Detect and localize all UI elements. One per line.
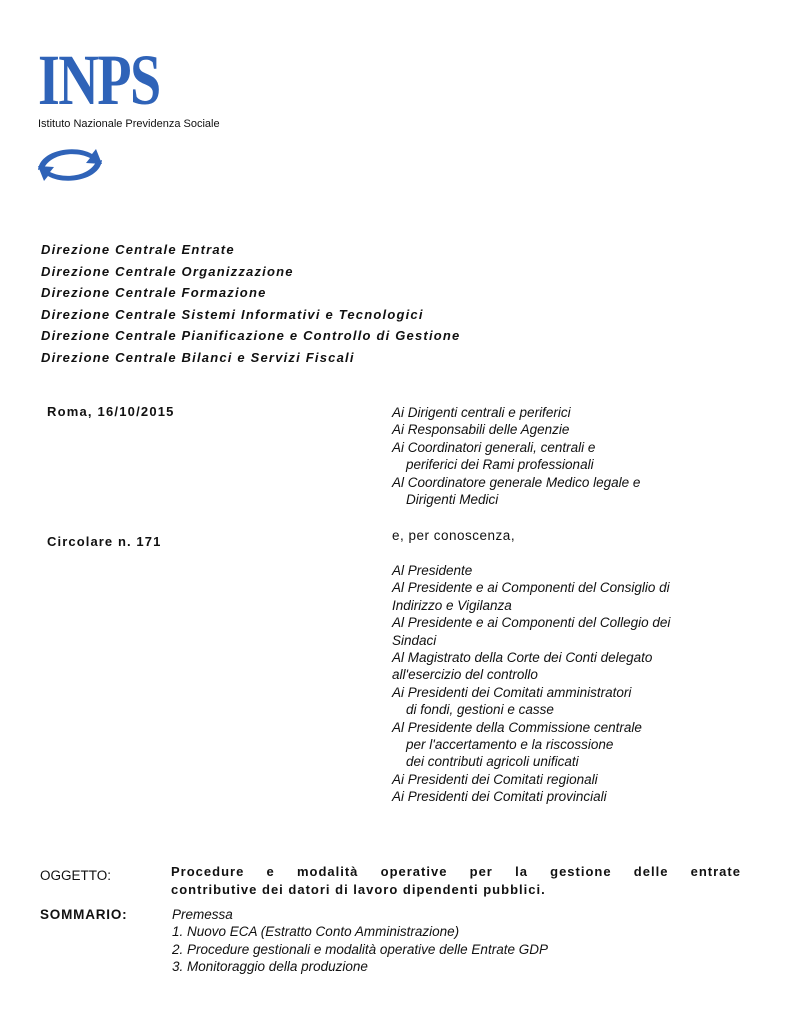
subject-word: per: [469, 864, 493, 879]
recipient-item: Ai Responsabili delle Agenzie: [392, 422, 570, 438]
subject-text: [171, 863, 741, 898]
direction-item: Direzione Centrale Bilanci e Servizi Fiscali: [41, 349, 355, 365]
cc-recipient-item: all'esercizio del controllo: [392, 667, 538, 683]
logo-wordmark: INPS: [38, 40, 160, 120]
cc-recipient-item: Sindaci: [392, 632, 437, 648]
summary-list: [172, 906, 732, 976]
summary-item: Premessa: [172, 907, 233, 922]
recipient-item: periferici dei Rami professionali: [406, 457, 594, 473]
direction-item: Direzione Centrale Formazione: [41, 285, 267, 300]
subject-word: modalità: [296, 864, 359, 879]
circolare-number: Circolare n. 171: [47, 534, 162, 549]
direction-item: Direzione Centrale Pianificazione e Controllo di Gestione: [41, 328, 461, 343]
subject-line-1: [171, 863, 741, 881]
summary-label: SOMMARIO:: [40, 907, 128, 922]
cc-recipient-item: Al Presidente e ai Componenti del Collegio dei: [392, 615, 671, 631]
cc-recipient-item: Al Magistrato della Corte dei Conti delegato: [392, 650, 653, 666]
cc-recipient-item: di fondi, gestioni e casse: [406, 702, 554, 718]
cc-recipient-item: Ai Presidenti dei Comitati amministratori: [392, 684, 632, 700]
cc-recipient-item: Al Presidente della Commissione centrale: [392, 719, 642, 735]
for-knowledge-label: e, per conoscenza,: [392, 528, 516, 543]
recipient-item: Al Coordinatore generale Medico legale e: [392, 474, 641, 490]
recipient-item: Ai Coordinatori generali, centrali e: [392, 439, 596, 455]
subject-label: OGGETTO:: [40, 868, 112, 883]
cc-recipient-item: Indirizzo e Vigilanza: [392, 597, 512, 613]
cc-recipient-item: dei contributi agricoli unificati: [406, 754, 579, 770]
cc-recipient-item: per l'accertamento e la riscossione: [406, 737, 614, 753]
summary-item: 1. Nuovo ECA (Estratto Conto Amministrazione): [172, 924, 460, 940]
subject-word: operative: [380, 864, 448, 879]
summary-item: 2. Procedure gestionali e modalità operative delle Entrate GDP: [172, 941, 548, 957]
subject-word: entrate: [690, 864, 741, 879]
document-date: Roma, 16/10/2015: [47, 404, 175, 419]
directions-list: [41, 239, 741, 368]
logo-subtitle: Istituto Nazionale Previdenza Sociale: [38, 118, 220, 130]
cc-recipient-item: Al Presidente: [392, 563, 473, 578]
direction-item: Direzione Centrale Organizzazione: [41, 263, 294, 279]
subject-word: la: [515, 864, 528, 879]
direction-item: Direzione Centrale Entrate: [41, 242, 235, 257]
cc-recipient-item: Ai Presidenti dei Comitati regionali: [392, 771, 598, 787]
recipient-item: Ai Dirigenti centrali e periferici: [392, 405, 571, 420]
subject-line-2: contributive dei datori di lavoro dipendenti pubblici.: [171, 881, 546, 897]
arrows-cycle-icon: [30, 140, 110, 190]
cc-recipient-item: Al Presidente e ai Componenti del Consiglio di: [392, 580, 670, 596]
summary-item: 3. Monitoraggio della produzione: [172, 959, 368, 975]
cc-recipient-item: Ai Presidenti dei Comitati provinciali: [392, 789, 607, 805]
recipient-item: Dirigenti Medici: [406, 492, 499, 508]
direction-item: Direzione Centrale Sistemi Informativi e Tecnologici: [41, 306, 424, 322]
cc-recipients-list: [392, 562, 772, 806]
subject-word: delle: [633, 864, 669, 879]
subject-word: e: [266, 864, 275, 879]
recipients-list: [392, 404, 772, 508]
subject-word: Procedure: [171, 864, 245, 879]
subject-word: gestione: [550, 864, 612, 879]
inps-logo: [30, 40, 260, 194]
